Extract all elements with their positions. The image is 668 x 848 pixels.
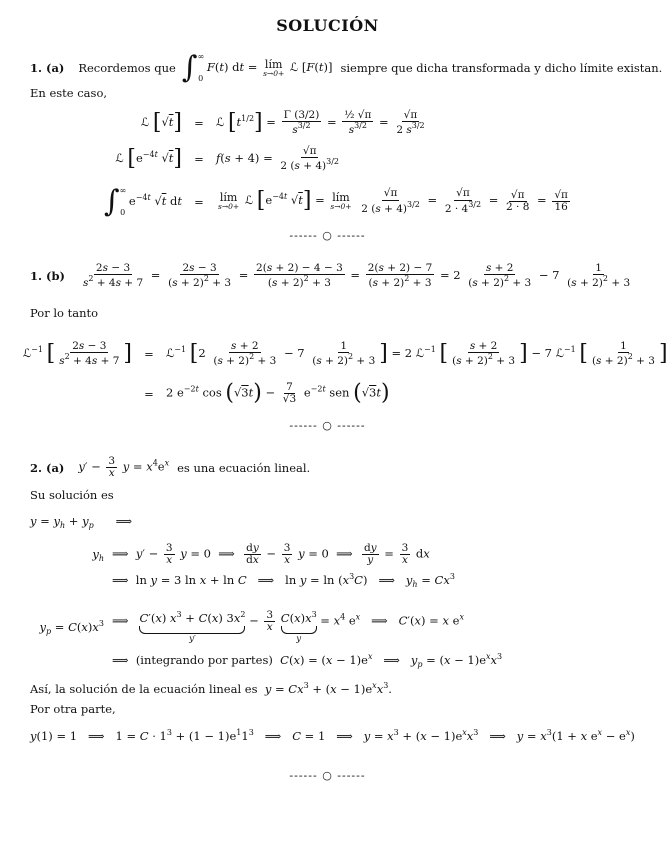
equation-inverse-1: ℒ$^{-1}$ [ $\frac{2s - 3}{s^2 + 4s + 7}$ ] = ℒ$^{-1}$ [2 $\frac{s + 2}{(s + 2)^2 + 3}$ − 7 $\frac{1}{(s + 2)^2 + 3}$ ] = 2 ℒ$^{-1}$ [ $\frac{s + 2}{(s + 2)^2 + 3}$ ] − 7 ℒ$^{-1}$ [ $\frac{1}{(s + 2)^2 + 3}$ ] bbox=[22, 340, 668, 368]
section-2a-equation: 2. (a) y′ − $\frac{3}{x}$ $y = x^4e^x$ es una ecuación lineal. bbox=[30, 455, 311, 480]
integrating-text: (integrando por partes) bbox=[135, 653, 273, 667]
section-1b-equation: 1. (b) $\frac{2s - 3}{s^2 + 4s + 7}$ = $\frac{2s - 3}{(s + 2)^2 + 3}$ = $\frac{2(s + 2) - 4 - 3}{(s + 2)^2 + 3}$ = $\frac{2(s + 2) - 7}{(s + 2)^2 + 3}$ = 2 $\frac{s + 2}{(s + 2)^2 + 3}$ − 7 $\frac{1}{(s + 2)^2 + 3}$ bbox=[30, 262, 631, 290]
underbrace-y: $C(x)x^3$ y bbox=[280, 610, 317, 644]
solution-intro: Su solución es bbox=[30, 488, 114, 502]
equation-2: ℒ [$e^{-4t}$ √t] = f(s + 4) = $\frac{√\pi}{2 (s + 4)^{3/2}}$ bbox=[115, 145, 340, 173]
equation-yh-2: ⟹ ln y = 3 ln x + ln C ⟹ $\ln y = \ln (x^3C)$ ⟹ $y_h = Cx^3$ bbox=[112, 572, 455, 589]
integral-definition: $\int^\infty_0$ F(t) dt = lím s→0+ ℒ [F(t)] bbox=[181, 50, 333, 85]
separator: ------ ○ ------ bbox=[289, 769, 366, 782]
section-label: 2. (a) bbox=[30, 460, 65, 475]
otherwise-text: Por otra parte, bbox=[30, 702, 116, 716]
equation-yp-1: $y_p = C(x)x^3$ ⟹ C′(x) $x^3 + C(x)$ $3x^2$ y′ − $\frac{3}{x}$ $C(x)x^3$ y = $x^4$ $e^x$ ⟹ C′(x) = x $e^x$ bbox=[39, 609, 464, 644]
equation-3: $\int^\infty_0$ $e^{-4t}$ √t dt = lím s→0+ ℒ [$e^{-4t}$ √t] = lím s→0+ $\frac{√\pi}{2 (s + 4)^{3/2}}$ = $\frac{√\pi}{2 \cdot 4^{3/2}}$ = $\frac{√\pi}{2 \cdot 8}$ = $\frac{√\pi}{16}$ bbox=[103, 184, 568, 219]
therefore-text: Por lo tanto bbox=[30, 306, 99, 320]
conclusion-text: Así, la solución de la ecuación lineal es bbox=[30, 682, 258, 696]
section-label: 1. (a) bbox=[30, 60, 65, 75]
equation-initial-condition: y(1) = 1 ⟹ $1 = C \cdot 1^3 + (1 - 1)e^11^3$ ⟹ C = 1 ⟹ $y = x^3 + (x - 1)e^xx^3$ ⟹ $y = x^3(1 + x$ $e^x - e^x$) bbox=[30, 728, 635, 743]
equation-1: ℒ [√t] = ℒ $[t^{1/2}]$ = $\frac{\Gamma (3/2)}{s^{3/2}}$ = $\frac{\text{½ √π}}{s^{3/2}}$ = $\frac{√\pi}{2 s^{3/2}}$ bbox=[140, 109, 425, 137]
equation-yp-2: ⟹ (integrando por partes) $C(x) = (x - 1)e^x$ ⟹ $y_p = (x - 1)e^xx^3$ bbox=[112, 652, 503, 669]
intro-text: Recordemos que bbox=[78, 60, 176, 75]
equation-yh-1: $y_h$ ⟹ y′ − $\frac{3}{x}$ y = 0 ⟹ $\frac{dy}{dx}$ − $\frac{3}{x}$ y = 0 ⟹ $\frac{dy}{y}$ = $\frac{3}{x}$ dx bbox=[92, 542, 430, 567]
separator: ------ ○ ------ bbox=[289, 419, 366, 432]
section-label: 1. (b) bbox=[30, 269, 65, 284]
case-text: En este caso, bbox=[30, 86, 108, 100]
equation-inverse-2: = 2 $e^{-2t}$ cos (√3t) − $\frac{7}{√3}$ $e^{-2t}$ sen (√3t) bbox=[144, 380, 390, 406]
conclusion-line: Así, la solución de la ecuación lineal es $y = Cx^3 + (x - 1)e^xx^3$. bbox=[30, 681, 392, 696]
condition-text: siempre que dicha transformada y dicho límite existan. bbox=[340, 60, 663, 75]
separator: ------ ○ ------ bbox=[289, 229, 366, 242]
linear-text: es una ecuación lineal. bbox=[177, 460, 311, 475]
section-1a-intro bbox=[30, 52, 662, 83]
underbrace-yprime: C′(x) $x^3 + C(x)$ $3x^2$ y′ bbox=[139, 610, 246, 644]
equation-yh-yp: $y = y_h + y_p$ ⟹ bbox=[30, 514, 133, 530]
page-title: SOLUCIÓN bbox=[276, 16, 379, 35]
